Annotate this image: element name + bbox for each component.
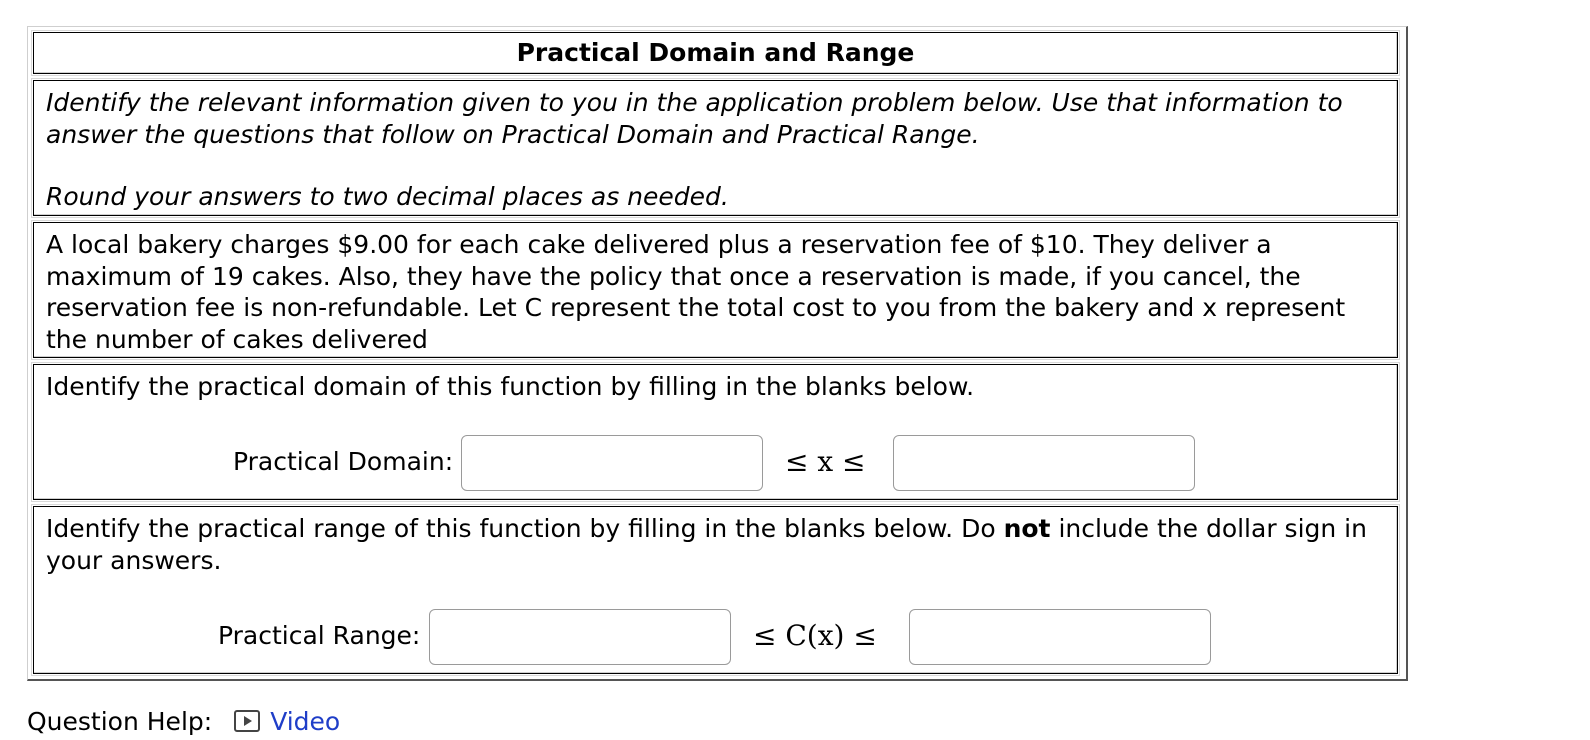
question-help — [27, 707, 340, 737]
domain-inequality: ≤ x ≤ — [785, 445, 866, 478]
domain-lower-input[interactable] — [461, 435, 763, 491]
problem-cell — [33, 222, 1398, 358]
range-prompt — [46, 513, 1387, 576]
rounding-instructions: Round your answers to two decimal places as needed. — [46, 182, 729, 211]
range-prompt-emphasis: not — [1003, 514, 1051, 543]
page-title: Practical Domain and Range — [516, 38, 915, 67]
range-prompt-start: Identify the practical range of this function by filling in the blanks below. Do — [46, 514, 1004, 543]
domain-upper-input[interactable] — [893, 435, 1195, 491]
range-prompt-end: include the dollar sign in your answers. — [46, 514, 1367, 575]
instructions-text: Identify the relevant information given to you in the application problem below. Use that information to answer the questions that follow on Practical Domain and Practical Range. — [46, 88, 1343, 149]
instructions-cell — [33, 80, 1398, 216]
range-upper-input[interactable] — [909, 609, 1211, 665]
question-help-label: Question Help: — [27, 707, 213, 736]
problem-text: A local bakery charges $9.00 for each cake delivered plus a reservation fee of $10. They deliver a maximum of 19 cakes. Also, they have the policy that once a reservation is made, if you cancel, the reservation fee is non-refundable. Let C represent the total cost to you from the bakery and x represent the number of cakes delivered — [46, 230, 1346, 354]
domain-prompt: Identify the practical domain of this function by filling in the blanks below. — [46, 372, 975, 401]
range-inequality: ≤ C(x) ≤ — [753, 619, 877, 652]
video-link[interactable]: Video — [270, 707, 341, 736]
domain-label: Practical Domain: — [233, 447, 454, 476]
video-icon[interactable] — [234, 710, 260, 732]
range-lower-input[interactable] — [429, 609, 731, 665]
range-label: Practical Range: — [218, 621, 421, 650]
question-title-cell — [33, 32, 1398, 74]
